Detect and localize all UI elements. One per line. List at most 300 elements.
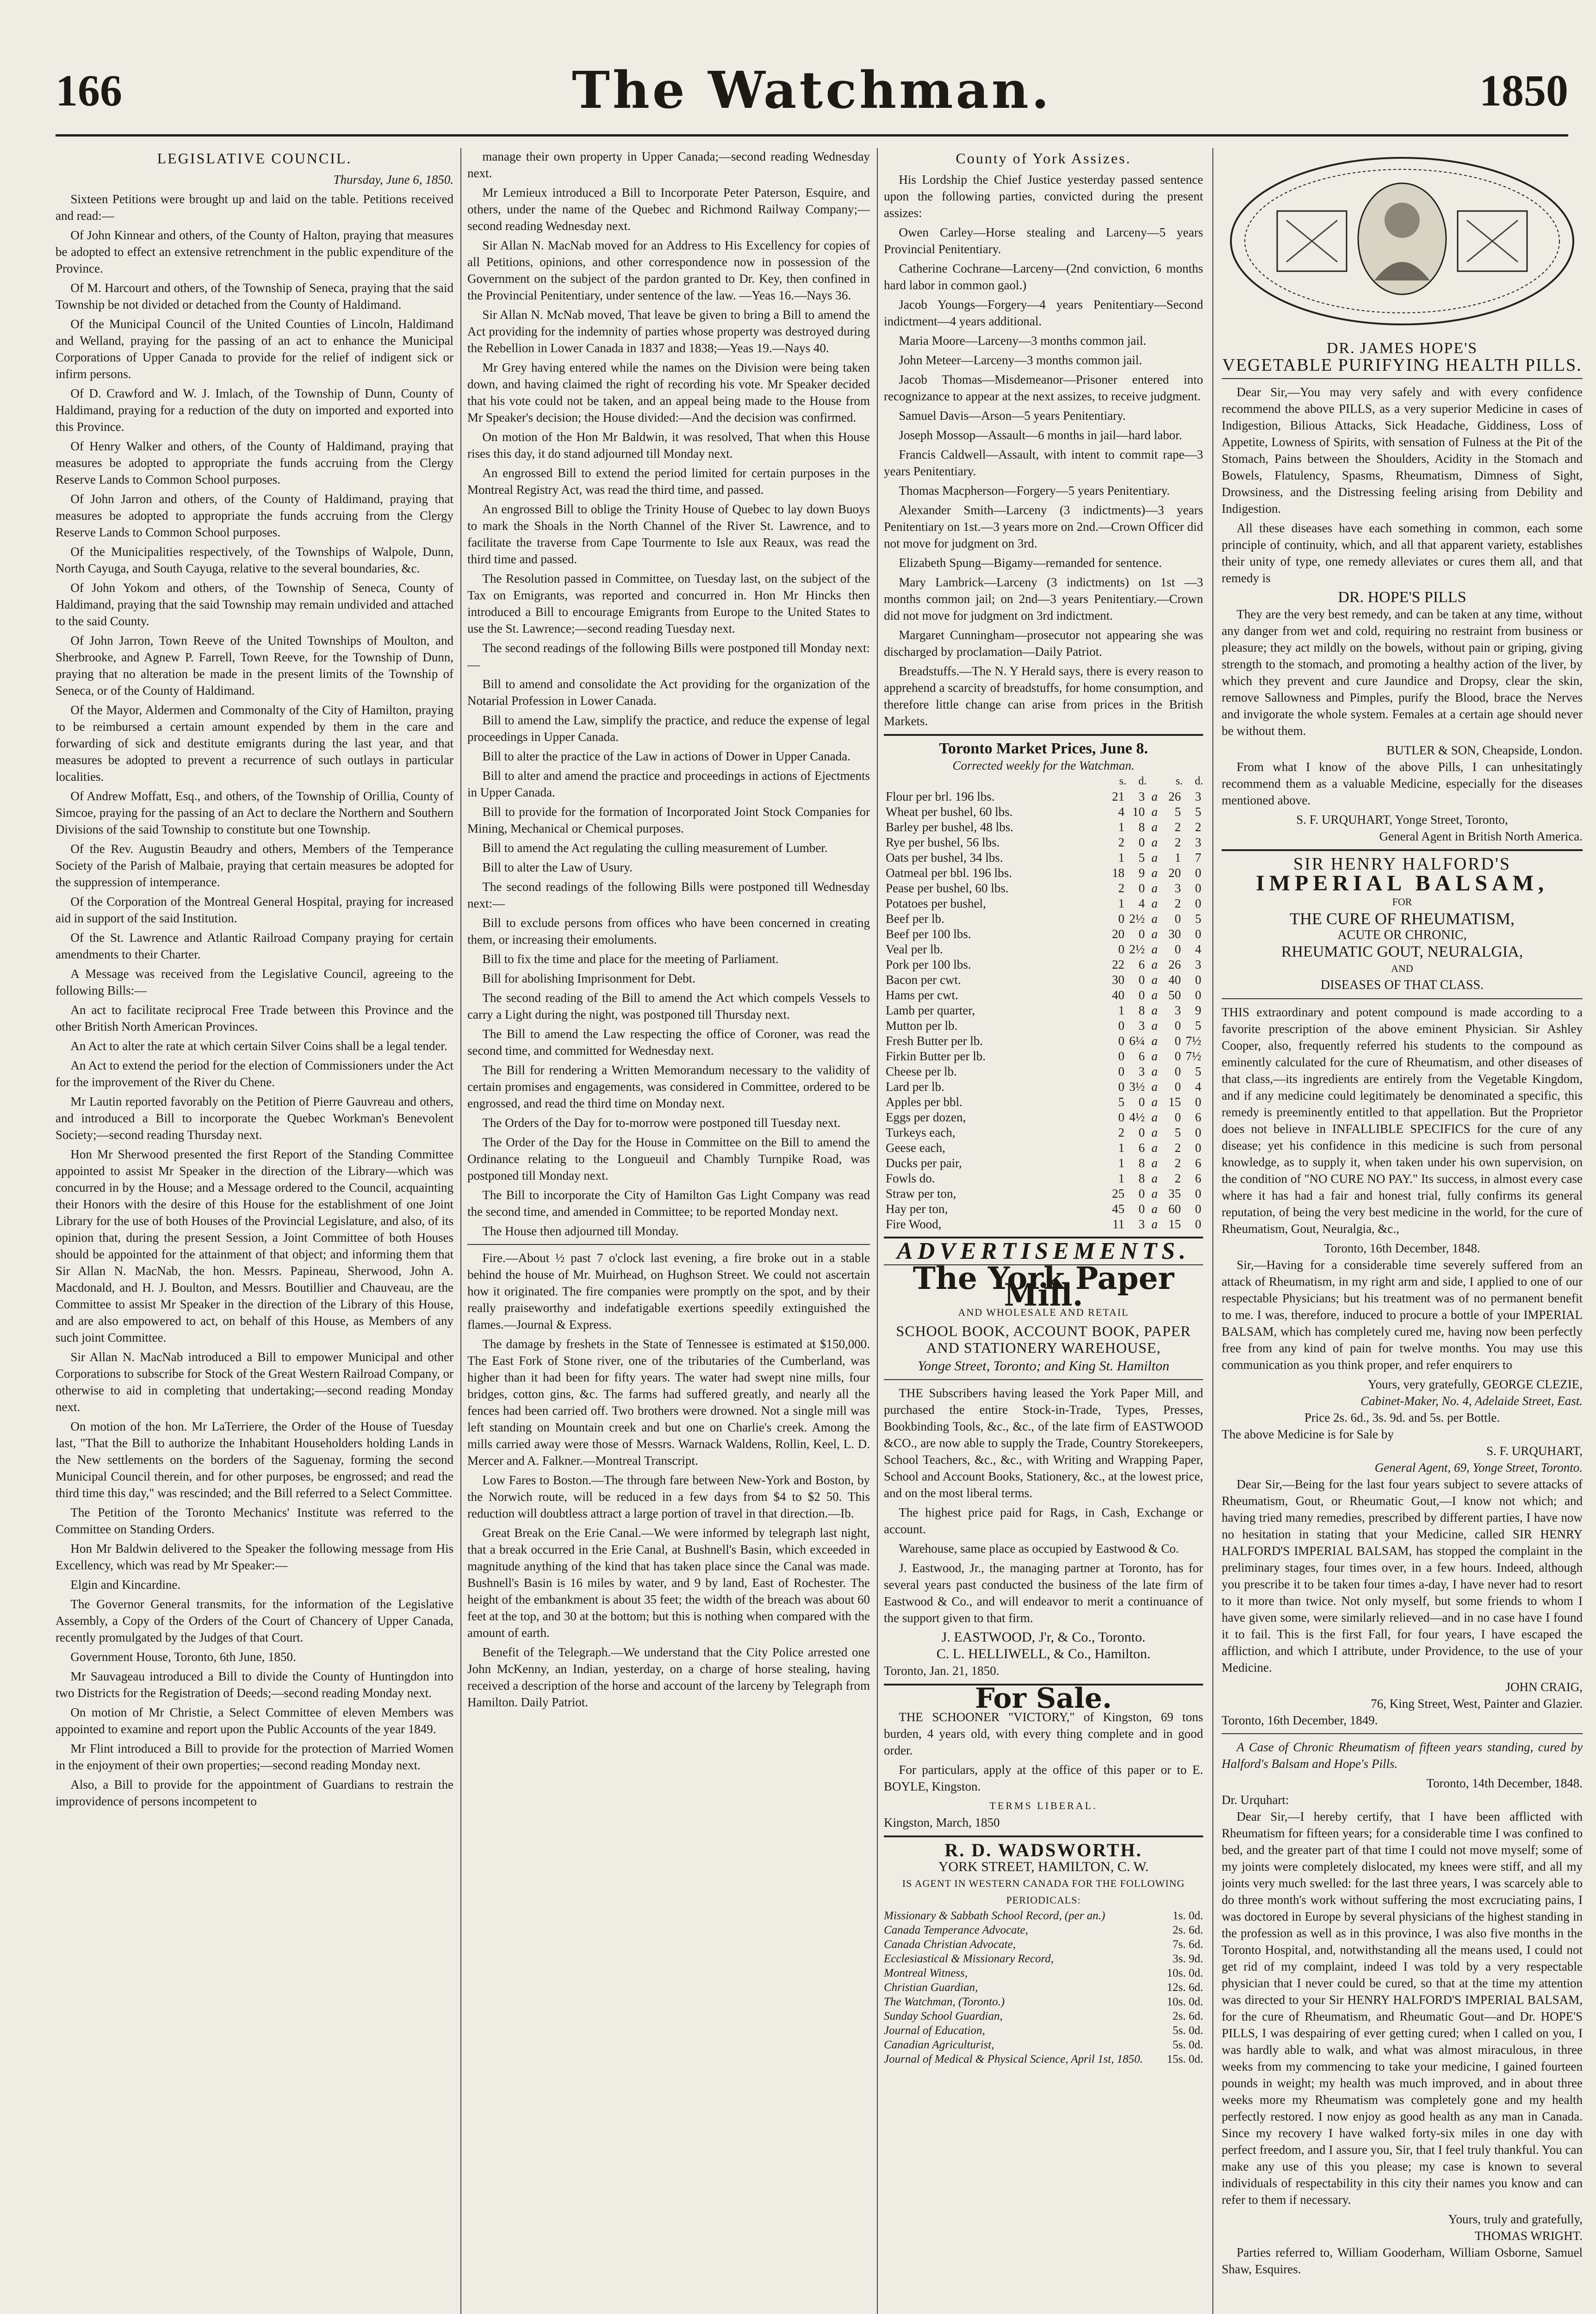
paragraph: Of Andrew Moffatt, Esq., and others, of the Township of Orillia, County of Simcoe, praying for the passing of an Act to declare the Northern and Southern Divisions of the said Township to constitute but one Township. (56, 789, 453, 836)
clezie-signature: Yours, very gratefully, GEORGE CLEZIE, (1367, 1377, 1583, 1391)
article-body (467, 148, 870, 1239)
halford-date: Toronto, 16th December, 1848. (1324, 1241, 1480, 1255)
periodical-price: 5s. 0d. (1173, 2024, 1203, 2037)
divider (467, 1244, 870, 1245)
price-cell: 3 (1195, 835, 1201, 849)
price-cell: 0 (1195, 1202, 1201, 1216)
table-row (884, 865, 1203, 881)
price-cell: 4 (1138, 896, 1145, 910)
paragraph: The second readings of the following Bills were postponed till Wednesday next:— (467, 880, 870, 910)
price-cell: a (1151, 958, 1158, 971)
periodical-name: Journal of Education, (884, 2024, 985, 2037)
price-cell: 0 (1195, 1126, 1201, 1139)
commodity-cell: Oatmeal per bbl. 196 lbs. (886, 866, 1012, 880)
commodity-cell: Apples per bbl. (886, 1095, 963, 1109)
paragraph: The Bill to incorporate the City of Hamilton Gas Light Company was read the second time, and amended in Committee; to be reported Monday next. (467, 1188, 870, 1219)
periodical-price: 10s. 0d. (1167, 1996, 1203, 2008)
price-cell: 5 (1195, 1019, 1201, 1033)
divider (1222, 1733, 1583, 1734)
assizes-entry: Mary Lambrick—Larceny (3 indictments) on 1st —3 months common jail; on 2nd—3 years Penitentiary.—Crown did not move for judgment on 3rd indictment. (884, 575, 1203, 622)
periodical-name: Canadian Agriculturist, (884, 2039, 994, 2051)
price-cell: 2½ (1129, 912, 1145, 926)
periodical-price: 3s. 9d. (1173, 1953, 1203, 1965)
urquhart-signature: S. F. URQUHART, Yonge Street, Toronto, (1296, 813, 1508, 827)
price-cell: 40 (1168, 973, 1181, 987)
price-cell: 0 (1118, 1049, 1124, 1063)
price-cell: 0 (1174, 1080, 1181, 1094)
table-row (884, 1018, 1203, 1033)
periodical-price: 1s. 0d. (1173, 1910, 1203, 1922)
price-cell: 0 (1174, 1064, 1181, 1078)
price-cell: a (1151, 1034, 1158, 1048)
paragraph: Of D. Crawford and W. J. Imlach, of the Township of Dunn, County of Haldimand, praying for a reduction of the duty on imported and exported into this Province. (56, 386, 453, 434)
news-item-freshets: The damage by freshets in the State of Tennessee is estimated at $150,000. The East Fork of Stone river, one of the tributaries of the Cumberland, was higher than it had been for fifty years. The water had swept nine mills, four bridges, cotton gins, &c. The farms had suffered greatly, and nearly all the fences had been carried off. Two brothers were drowned. Not a single mill was left standing on Mountain creek and but one on Charlie's creek. Among the mills carried away were those of Messrs. Warnack Waldens, Rollin, Keel, L. D. Mercer and A. Falkner.—Montreal Transcript. (467, 1337, 870, 1468)
price-cell: 0 (1138, 988, 1145, 1002)
price-cell: 3 (1195, 958, 1201, 971)
hope-pills-body: All these diseases have each something in common, each some principle of continuity, which, and all that apparent variety, establishes their unity of type, one remedy alleviates or cures them all, and that remedy is (1222, 521, 1583, 585)
price-cell: 0 (1174, 1110, 1181, 1124)
price-cell: 10 (1132, 805, 1145, 819)
paragraph: Of the Mayor, Aldermen and Commonalty of the City of Hamilton, praying to be reimbursed a certain amount expended by them in the care and forwarding of sick and destitute emigrants during the last year, and that measures be adopted to prevent a recurrence of such outlays in particular localities. (56, 703, 453, 784)
periodical-name: Montreal Witness, (884, 1967, 968, 1979)
periodical-price: 10s. 0d. (1167, 1967, 1203, 1979)
table-header-row (884, 774, 1203, 789)
market-prices-table (884, 774, 1203, 1232)
paragraph: Sir Allan N. MacNab moved for an Address to His Excellency for copies of all Petitions, opinions, and other correspondence now in possession of the Government on the subject of the pardon granted to Dr. Key, then confined in the Provincial Penitentiary, under sentence of the law. —Yeas 16.—Nays 36. (467, 238, 870, 302)
table-row (884, 804, 1203, 820)
sold-by: S. F. URQUHART, (1486, 1444, 1583, 1458)
assizes-entry: Maria Moore—Larceny—3 months common jail. (899, 334, 1147, 348)
table-row (884, 850, 1203, 865)
list-item (884, 1952, 1203, 1966)
section-heading: LEGISLATIVE COUNCIL. (157, 150, 352, 167)
paragraph: manage their own property in Upper Canada;—second reading Wednesday next. (467, 149, 870, 180)
urquhart-agent: General Agent in British North America. (1379, 829, 1583, 843)
commodity-cell: Mutton per lb. (886, 1019, 958, 1033)
paragraph: An act to facilitate reciprocal Free Trade between this Province and the other British North American Provinces. (56, 1003, 453, 1033)
price-cell: a (1151, 881, 1158, 895)
price-cell: a (1151, 1141, 1158, 1155)
table-row (884, 1140, 1203, 1156)
price-cell: 2 (1118, 1126, 1124, 1139)
table-row (884, 1079, 1203, 1095)
column-legislative-council (56, 148, 453, 2314)
assizes-entry: Jacob Thomas—Misdemeanor—Prisoner entered into recognizance to appear at the next assizes, to receive judgment. (884, 373, 1203, 403)
price-cell: 0 (1174, 1034, 1181, 1048)
paragraph: Of the Municipal Council of the United Counties of Lincoln, Haldimand and Welland, praying for the passing of an act to enhance the Municipal Corporations of Upper Canada to provide for the relief of indigent sick or infirm persons. (56, 317, 453, 381)
price-cell: 2 (1118, 881, 1124, 895)
price-cell: 15 (1168, 1095, 1181, 1109)
price-cell: 1 (1118, 896, 1124, 910)
paragraph: The Orders of the Day for to-morrow were postponed till Tuesday next. (482, 1116, 841, 1130)
paragraph: Of John Jarron, Town Reeve of the United Townships of Moulton, and Sherbrooke, and Agnew P. Farrell, Town Reeve, for the Township of Dunn, praying that no alteration be made in the present limits of the Township of Seneca, or of the County of Haldimand. (56, 634, 453, 697)
price-cell: 1 (1118, 820, 1124, 834)
commodity-cell: Flour per brl. 196 lbs. (886, 790, 995, 803)
price-cell: 1 (1118, 1171, 1124, 1185)
price-cell: 0 (1195, 988, 1201, 1002)
price-cell: a (1151, 805, 1158, 819)
price-cell: 0 (1195, 973, 1201, 987)
price-cell: 0 (1174, 1019, 1181, 1033)
commodity-cell: Cheese per lb. (886, 1064, 957, 1078)
paper-mill-line: AND WHOLESALE AND RETAIL (958, 1306, 1129, 1318)
case-name: THOMAS WRIGHT. (1475, 2229, 1583, 2243)
clezie-testimonial: Sir,—Having for a considerable time severely suffered from an attack of Rheumatism, in my right arm and side, I applied to one of our respectable Physicians; but his treatment was of no permanent benefit to me. I was, therefore, induced to procure a bottle of your IMPERIAL BALSAM, which has completely cured me, having now been perfectly free from any kind of pain for twelve months. You may use this communication as you think proper, and refer enquirers to (1222, 1258, 1583, 1372)
periodical-name: Missionary & Sabbath School Record, (per an.) (884, 1910, 1105, 1922)
price-cell: a (1151, 820, 1158, 834)
news-item-low-fares: Low Fares to Boston.—The through fare between New-York and Boston, by the Norwich route, will be reduced in a few days from $4 to $2 50. This reduction will doubtless attract a large portion of travel in that direction.—Ib. (467, 1473, 870, 1520)
issue-year: 1850 (1479, 66, 1568, 115)
price-cell: a (1151, 1019, 1158, 1033)
paragraph: The Order of the Day for the House in Committee on the Bill to amend the Ordinance relating to the Longueuil and Chambly Turnpike Road, was postponed till Monday next. (467, 1135, 870, 1182)
assizes-entry: Margaret Cunningham—prosecutor not appearing she was discharged by proclamation—Daily Patriot. (884, 628, 1203, 659)
price-cell: a (1151, 988, 1158, 1002)
paper-mill-body: THE Subscribers having leased the York Paper Mill, and purchased the entire Stock-in-Trade, Types, Presses, Bookbinding Tools, &c., &c., of the late firm of EASTWOOD &CO., are now able to supply the Trade, Country Storekeepers, School Teachers, &c., &c., with Writing and Wrapping Paper, School and Account Books, Stationery, &c., at the lowest price, and on the most liberal terms. (884, 1386, 1203, 1500)
table-row (884, 942, 1203, 957)
paper-mill-eastwood: J. Eastwood, Jr., the managing partner at Toronto, has for several years past conducted the business of the late firm of Eastwood & Co., and will endeavor to merit a continuance of the support given to that firm. (884, 1561, 1203, 1625)
price-cell: 26 (1168, 790, 1181, 803)
price-cell: 5 (1118, 1095, 1124, 1109)
price-cell: 8 (1138, 1003, 1145, 1017)
price-cell: a (1151, 1080, 1158, 1094)
price-cell: a (1151, 896, 1158, 910)
price-cell: 0 (1195, 866, 1201, 880)
price-cell: 2 (1174, 820, 1181, 834)
price-line: Price 2s. 6d., 3s. 9d. and 5s. per Bottle. (1304, 1411, 1500, 1424)
craig-testimonial: Dear Sir,—Being for the last four years subject to severe attacks of Rheumatism, Gout, or Rheumatic Gout,—I know not which; and having tried many remedies, prescribed by different parties, I have now no hesitation in stating that your Medicine, called SIR HENRY HALFORD'S IMPERIAL BALSAM, has stopped the complaint in the preliminary stages, four times over, in a few hours. Indeed, although you prescribe it to be taken four times a-day, I have never had to resort to it more than twice. Not only myself, but some friends to whom I have given some, were similarly relieved—and in no case have I found it to fail. This is the first Fall, for four years, I have escaped the affliction, and which I attribute, under Providence, to the use of your Medicine. (1222, 1477, 1583, 1674)
sold-agent: General Agent, 69, Yonge Street, Toronto. (1374, 1461, 1583, 1474)
table-row (884, 820, 1203, 835)
periodical-price: 2s. 6d. (1173, 2010, 1203, 2022)
paragraph: Of M. Harcourt and others, of the Township of Seneca, praying that the said Township be not divided or detached from the County of Haldimand. (56, 281, 453, 311)
table-row (884, 1064, 1203, 1079)
periodical-name: Ecclesiastical & Missionary Record, (884, 1953, 1054, 1965)
table-row (884, 1003, 1203, 1018)
price-cell: 4½ (1129, 1110, 1145, 1124)
price-cell: a (1151, 790, 1158, 803)
price-cell: 6 (1195, 1110, 1201, 1124)
price-cell: 0 (1138, 1187, 1145, 1201)
price-cell: 50 (1168, 988, 1181, 1002)
case-date: Toronto, 14th December, 1848. (1426, 1776, 1583, 1790)
news-item-erie-canal: Great Break on the Erie Canal.—We were informed by telegraph last night, that a break occurred in the Erie Canal, at Bushnell's Basin, which exceeded in magnitude anything of the kind that has taken place since the Canal was made. Bushnell's Basin is 16 miles by water, and 9 by land, East of Rochester. The height of the embankment is about 35 feet; the width of the breach was about 60 feet at the top, and 30 at the bottom; but this is nothing when compared with the amount of earth. (467, 1526, 870, 1640)
commodity-cell: Pork per 100 lbs. (886, 958, 971, 971)
price-cell: 6 (1195, 1156, 1201, 1170)
divider (884, 734, 1203, 736)
list-item (884, 1966, 1203, 1980)
price-cell: a (1151, 1064, 1158, 1078)
paragraph: Government House, Toronto, 6th June, 1850. (70, 1650, 296, 1664)
paragraph: An Act to extend the period for the election of Commissioners under the Act for the improvement of the River du Chene. (56, 1058, 453, 1089)
cure-line: THE CURE OF RHEUMATISM, (1289, 909, 1515, 928)
commodity-cell: Oats per bushel, 34 lbs. (886, 851, 1003, 865)
periodical-price: 5s. 0d. (1173, 2039, 1203, 2051)
assizes-entry: Francis Caldwell—Assault, with intent to commit rape—3 years Penitentiary. (884, 448, 1203, 478)
price-cell: 6 (1195, 1171, 1201, 1185)
craig-date: Toronto, 16th December, 1849. (1222, 1713, 1378, 1727)
paragraph: Bill to exclude persons from offices who have been concerned in creating them, or increasing their emoluments. (467, 916, 870, 946)
price-cell: 2 (1195, 820, 1201, 834)
commodity-cell: Fire Wood, (886, 1217, 942, 1231)
paragraph: Bill to alter and amend the practice and proceedings in actions of Ejectments in Upper Canada. (467, 769, 870, 799)
assizes-entry: John Meteer—Larceny—3 months common jail. (899, 353, 1143, 367)
price-cell: 0 (1195, 1217, 1201, 1231)
price-cell: 9 (1138, 866, 1145, 880)
divider (1222, 378, 1583, 379)
paper-mill-title: The York Paper Mill. (913, 1260, 1174, 1313)
halford-title: SIR HENRY HALFORD'S (1293, 854, 1511, 874)
periodical-name: Canada Temperance Advocate, (884, 1924, 1028, 1936)
commodity-cell: Geese each, (886, 1141, 945, 1155)
column-header: d. (1138, 775, 1147, 787)
divider (1222, 849, 1583, 851)
parties-referred: Parties referred to, William Gooderham, William Osborne, Samuel Shaw, Esquires. (1222, 2246, 1583, 2276)
list-item (884, 1923, 1203, 1937)
paragraph: Mr Grey having entered while the names on the Division were being taken down, and having claimed the right of recording his vote. Mr Speaker decided that his vote could not be taken, and an appeal being made to the House from Mr Speaker's decision; the House divided:—And the decision was confirmed. (467, 361, 870, 424)
table-row (884, 1033, 1203, 1049)
price-cell: a (1151, 912, 1158, 926)
paragraph: Mr Lemieux introduced a Bill to Incorporate Peter Paterson, Esquire, and others, under the name of the Quebec and Richmond Railway Company;—second reading Wednesday next. (467, 186, 870, 233)
table-row (884, 1049, 1203, 1064)
wadsworth-address: YORK STREET, HAMILTON, C. W. (938, 1859, 1149, 1874)
price-cell: 6¼ (1129, 1034, 1145, 1048)
newspaper-title: The Watchman. (571, 60, 1052, 120)
paper-mill-location: Yonge Street, Toronto; and King St. Hamilton (918, 1358, 1169, 1374)
price-cell: a (1151, 835, 1158, 849)
price-cell: a (1151, 866, 1158, 880)
imperial-balsam-title: IMPERIAL BALSAM, (1255, 871, 1549, 896)
column-header: d. (1195, 775, 1203, 787)
paragraph: Mr Flint introduced a Bill to provide for the protection of Married Women in the enjoyment of their own properties;—second reading Monday next. (56, 1742, 453, 1772)
for-sale-apply: For particulars, apply at the office of this paper or to E. BOYLE, Kingston. (884, 1763, 1203, 1793)
masthead-rule (56, 134, 1568, 137)
paragraph: Bill to fix the time and place for the meeting of Parliament. (482, 952, 779, 966)
periodical-price: 15s. 0d. (1167, 2053, 1203, 2065)
clezie-address: Cabinet-Maker, No. 4, Adelaide Street, East. (1360, 1394, 1583, 1408)
paragraph: Elgin and Kincardine. (70, 1578, 181, 1592)
masthead (56, 60, 1568, 130)
price-cell: 5 (1195, 912, 1201, 926)
price-cell: 2½ (1129, 942, 1145, 956)
price-cell: 6 (1138, 1049, 1145, 1063)
price-cell: a (1151, 942, 1158, 956)
price-cell: 6 (1138, 1141, 1145, 1155)
periodical-name: Sunday School Guardian, (884, 2010, 1003, 2022)
paragraph: Bill to provide for the formation of Incorporated Joint Stock Companies for Mining, Mechanical or Chemical purposes. (467, 805, 870, 835)
hope-pills-subtitle: VEGETABLE PURIFYING HEALTH PILLS. (1222, 355, 1582, 375)
price-cell: 5 (1195, 1064, 1201, 1078)
price-cell: 0 (1138, 1095, 1145, 1109)
price-cell: 1 (1118, 1003, 1124, 1017)
assizes-entry: Jacob Youngs—Forgery—4 years Penitentiary—Second indictment—4 years additional. (884, 298, 1203, 328)
list-item (884, 2052, 1203, 2066)
commodity-cell: Potatoes per bushel, (886, 896, 986, 910)
price-cell: 4 (1195, 1080, 1201, 1094)
paragraph: Mr Sauvageau introduced a Bill to divide the County of Huntingdon into two Districts for the Registration of Deeds;—second reading Monday next. (56, 1669, 453, 1700)
market-title: Toronto Market Prices, June 8. (939, 740, 1148, 757)
column-medicine-ads (1222, 148, 1583, 2314)
list-item (884, 2023, 1203, 2038)
paragraph: The Bill for rendering a Written Memorandum necessary to the validity of certain promises and engagements, was considered in Committee, ordered to be engrossed, and read the third time on Monday next. (467, 1063, 870, 1110)
paragraph: Hon Mr Sherwood presented the first Report of the Standing Committee appointed to assist Mr Speaker in the direction of the Library—which was concurred in by the House; and a Message ordered to the Council, acquainting their Honors with the desire of this House for the establishment of one Joint Library for the use of both Houses of the Provincial Legislature, and also, of its opinion that, during the present Session, a Joint Committee of both Houses should be appointed for the attainment of that object; and informing them that Sir Allan N. MacNab, the hon. Messrs. Papineau, Sherwood, John A. Macdonald, and H. J. Boulton, and Messrs. Boutillier and Chauveau, are the Committee to assist Mr Speaker in the direction of the Library of this House, and are also empowered to act, on behalf of this House, as Members of any such joint Committee. (56, 1147, 453, 1344)
price-cell: 2 (1118, 835, 1124, 849)
paragraph: On motion of Mr Christie, a Select Committee of eleven Members was appointed to examine and report upon the Public Accounts of the year 1849. (56, 1705, 453, 1736)
price-cell: 35 (1168, 1187, 1181, 1201)
butler-line: BUTLER & SON, Cheapside, London. (1386, 743, 1583, 757)
price-cell: 0 (1118, 1110, 1124, 1124)
table-row (884, 1095, 1203, 1110)
price-cell: 8 (1138, 820, 1145, 834)
for-sale-terms: TERMS LIBERAL. (989, 1800, 1098, 1811)
table-row (884, 1110, 1203, 1125)
commodity-cell: Fowls do. (886, 1171, 935, 1185)
paragraph: Bill to amend the Law, simplify the practice, and reduce the expense of legal proceedings in Upper Canada. (467, 713, 870, 744)
divider (1222, 998, 1583, 999)
price-cell: 2 (1174, 1141, 1181, 1155)
signature: J. EASTWOOD, J'r, & Co., Toronto. (941, 1630, 1146, 1645)
divider (884, 1835, 1203, 1837)
price-cell: a (1151, 1049, 1158, 1063)
column-divider (1212, 148, 1213, 2314)
list-item (884, 2009, 1203, 2023)
table-row (884, 1186, 1203, 1201)
paper-mill-rags: The highest price paid for Rags, in Cash, Exchange or account. (884, 1505, 1203, 1536)
periodical-name: Canada Christian Advocate, (884, 1938, 1016, 1951)
price-cell: 40 (1112, 988, 1124, 1002)
diseases-line: DISEASES OF THAT CLASS. (1320, 978, 1484, 992)
price-cell: a (1151, 1126, 1158, 1139)
divider (884, 1379, 1203, 1380)
price-cell: 4 (1118, 805, 1124, 819)
periodical-price: 7s. 6d. (1173, 1938, 1203, 1951)
commodity-cell: Straw per ton, (886, 1187, 956, 1201)
paragraph: Of John Jarron and others, of the County of Haldimand, praying that measures be adopted to appropriate the funds accruing from the Clergy Reserve Lands to Common School purposes. (56, 492, 453, 539)
table-row (884, 881, 1203, 896)
price-cell: 0 (1195, 1095, 1201, 1109)
paragraph: Sir Allan N. McNab moved, That leave be given to bring a Bill to amend the Act providing for the indemnity of parties whose property was destroyed during the Rebellion in Lower Canada in 1837 and 1838;—Yeas 19.—Nays 40. (467, 308, 870, 355)
commodity-cell: Veal per lb. (886, 942, 943, 956)
for-sale-title: For Sale. (975, 1682, 1112, 1715)
price-cell: a (1151, 851, 1158, 865)
periodical-name: Journal of Medical & Physical Science, April 1st, 1850. (884, 2053, 1143, 2065)
periodicals-list (884, 1909, 1203, 2066)
wadsworth-name: R. D. WADSWORTH. (944, 1840, 1143, 1860)
price-cell: a (1151, 1202, 1158, 1216)
periodical-price: 2s. 6d. (1173, 1924, 1203, 1936)
paragraph: An engrossed Bill to extend the period limited for certain purposes in the Montreal Registry Act, was read the third time, and passed. (467, 466, 870, 497)
price-cell: 0 (1118, 942, 1124, 956)
price-cell: a (1151, 973, 1158, 987)
paragraph: An engrossed Bill to oblige the Trinity House of Quebec to lay down Buoys to mark the Shoals in the North Channel of the River St. Lawrence, and to facilitate the traverse from Cape Tourmente to Isle aux Reaux, was read the third time and passed. (467, 502, 870, 566)
advertisements-heading: ADVERTISEMENTS. (896, 1238, 1191, 1264)
wadsworth-agent: IS AGENT IN WESTERN CANADA FOR THE FOLLOWING PERIODICALS: (902, 1878, 1185, 1906)
page-number: 166 (56, 66, 122, 115)
hope-pills-body: They are the very best remedy, and can be taken at any time, without any danger from wet and cold, requiring no restraint from business or pleasure; they act mildly on the bowels, without pain or griping, giving strength to the stomach, and promoting a healthy action of the liver, by which they prevent and cure Jaundice and Dropsy, clear the skin, remove Sallowness and Pimples, purify the Blood, brace the Nerves and invigorate the whole system. Females at a certain age should never be without them. (1222, 607, 1583, 738)
assizes-entry: Joseph Mossop—Assault—6 months in jail—hard labor. (899, 428, 1182, 442)
price-cell: 0 (1138, 973, 1145, 987)
assizes-entry: Alexander Smith—Larceny (3 indictments)—3 years Penitentiary on 1st.—3 years more on 2nd.—Crown Officer did not move for judgment on 3rd. (884, 503, 1203, 550)
price-cell: 5 (1174, 1126, 1181, 1139)
assizes-entry: Owen Carley—Horse stealing and Larceny—5 years Provincial Penitentiary. (884, 225, 1203, 256)
price-cell: 20 (1112, 927, 1124, 941)
commodity-cell: Beef per 100 lbs. (886, 927, 971, 941)
hope-pills-name: DR. HOPE'S PILLS (1338, 589, 1466, 606)
price-cell: 2 (1174, 896, 1181, 910)
price-cell: a (1151, 1095, 1158, 1109)
for-sale-body: THE SCHOONER "VICTORY," of Kingston, 69 tons burden, 4 years old, with every thing complete and in good order. (884, 1710, 1203, 1757)
acute-line: ACUTE OR CHRONIC, (1337, 928, 1467, 942)
table-row (884, 896, 1203, 911)
price-cell: 0 (1138, 881, 1145, 895)
column-assizes-market-ads (884, 148, 1203, 2314)
price-cell: 0 (1174, 912, 1181, 926)
table-row (884, 1125, 1203, 1140)
price-cell: 1 (1118, 1141, 1124, 1155)
commodity-cell: Lamb per quarter, (886, 1003, 975, 1017)
periodical-price: 12s. 6d. (1167, 1981, 1203, 1994)
price-cell: 0 (1138, 1202, 1145, 1216)
price-cell: 0 (1118, 1064, 1124, 1078)
case-addressee: Dr. Urquhart: (1222, 1793, 1289, 1807)
table-row (884, 1171, 1203, 1186)
dateline: Thursday, June 6, 1850. (333, 173, 453, 187)
paragraph: The Petition of the Toronto Mechanics' Institute was referred to the Committee on Standing Orders. (56, 1505, 453, 1536)
list-item (884, 1980, 1203, 1995)
commodity-cell: Turkeys each, (886, 1126, 956, 1139)
paragraph: A Message was received from the Legislative Council, agreeing to the following Bills:— (56, 967, 453, 997)
case-body: Dear Sir,—I hereby certify, that I have been afflicted with Rheumatism for fifteen years; for a considerable time I was confined to bed, and the greater part of that time I could not move myself; some of my joints were completely dislocated, my knees were stiff, and all my joints very much swelled: for the last three years, I was scarcely able to do three month's work without suffering the most excruciating pains, I was doctored in Europe by several physicians of the highest standing in the profession as well as in this province, I was also five months in the Toronto Hospital, and, notwithstanding all the means used, I could not get rid of my complaint, indeed I was told by a very respectable physician that I never could be cured, so that at the time my attention was directed to your Sir HENRY HALFORD'S IMPERIAL BALSAM, for the cure of Rheumatism, and Rheumatic Gout—and Dr. HOPE'S PILLS, I was despairing of ever getting cured; when I called on you, I was hardly able to walk, and what was almost miraculous, in three weeks from my commencing to take your medicine, I gained fourteen pounds in weight; my health was much improved, and in about three weeks more my Rheumatism was completely gone and my health perfectly restored. I now enjoy as good health as any man in Canada. Since my recovery I have walked forty-six miles in one day with perfect freedom, and I assure you, Sir, that I feel truly thankful. You can make any use of this you please; my case is known to several individuals of respectability in this city their names you know and can refer to them if necessary. (1222, 1810, 1583, 2207)
paragraph: Of John Yokom and others, of the Township of Seneca, County of Haldimand, praying that the said Township may remain undivided and attached to the said County. (56, 581, 453, 628)
price-cell: 5 (1174, 805, 1181, 819)
list-item (884, 2038, 1203, 2052)
case-signoff: Yours, truly and gratefully, (1448, 2212, 1583, 2226)
price-cell: 1 (1118, 851, 1124, 865)
commodity-cell: Lard per lb. (886, 1080, 944, 1094)
price-cell: 3 (1195, 790, 1201, 803)
paragraph: Of the Rev. Augustin Beaudry and others, Members of the Temperance Society of the Parish of Malbaie, praying that certain measures be adopted for the suppression of intemperance. (56, 842, 453, 889)
price-cell: 7 (1195, 851, 1201, 865)
price-cell: 6 (1138, 958, 1145, 971)
case-title: A Case of Chronic Rheumatism of fifteen years standing, cured by Halford's Balsam and Hope's Pills. (1222, 1740, 1583, 1771)
price-cell: 3½ (1129, 1080, 1145, 1094)
price-cell: 3 (1138, 1217, 1145, 1231)
commodity-cell: Hams per cwt. (886, 988, 958, 1002)
paragraph: An Act to alter the rate at which certain Silver Coins shall be a legal tender. (70, 1039, 447, 1053)
paragraph: The second reading of the Bill to amend the Act which compels Vessels to carry a Light during the night, was postponed till Thursday next. (467, 991, 870, 1021)
assizes-list (884, 224, 1203, 660)
paragraph: On motion of the Hon Mr Baldwin, it was resolved, That when this House rises this day, it do stand adjourned till Monday next. (467, 430, 870, 460)
price-cell: 0 (1195, 1141, 1201, 1155)
paragraph: Mr Lautin reported favorably on the Petition of Pierre Gauvreau and others, and introduced a Bill to incorporate the Quebec Workman's Benevolent Society;—second reading Thursday next. (56, 1095, 453, 1142)
paper-mill-warehouse-note: Warehouse, same place as occupied by Eastwood & Co. (899, 1542, 1179, 1555)
signature: C. L. HELLIWELL, & Co., Hamilton. (936, 1646, 1151, 1661)
assizes-entry: Thomas Macpherson—Forgery—5 years Penitentiary. (899, 484, 1170, 498)
column-divider (877, 148, 878, 2314)
price-cell: 2 (1174, 1171, 1181, 1185)
commodity-cell: Barley per bushel, 48 lbs. (886, 820, 1013, 834)
price-cell: 0 (1118, 1080, 1124, 1094)
table-row (884, 1201, 1203, 1217)
price-cell: 21 (1112, 790, 1124, 803)
paragraph: Of the Municipalities respectively, of the Townships of Walpole, Dunn, North Cayuga, and South Cayuga, relative to the several boundaries, &c. (56, 545, 453, 575)
column-assembly-proceedings (467, 148, 870, 2314)
pills-recommendation: From what I know of the above Pills, I can unhesitatingly recommend them as a valuable Medicine, especially for the diseases mentioned above. (1222, 760, 1583, 807)
table-row (884, 911, 1203, 927)
price-cell: 0 (1118, 912, 1124, 926)
assizes-entry: Samuel Davis—Arson—5 years Penitentiary. (899, 409, 1126, 423)
paragraph: Hon Mr Baldwin delivered to the Speaker the following message from His Excellency, which was read by Mr Speaker:— (56, 1542, 453, 1572)
price-cell: 2 (1174, 835, 1181, 849)
